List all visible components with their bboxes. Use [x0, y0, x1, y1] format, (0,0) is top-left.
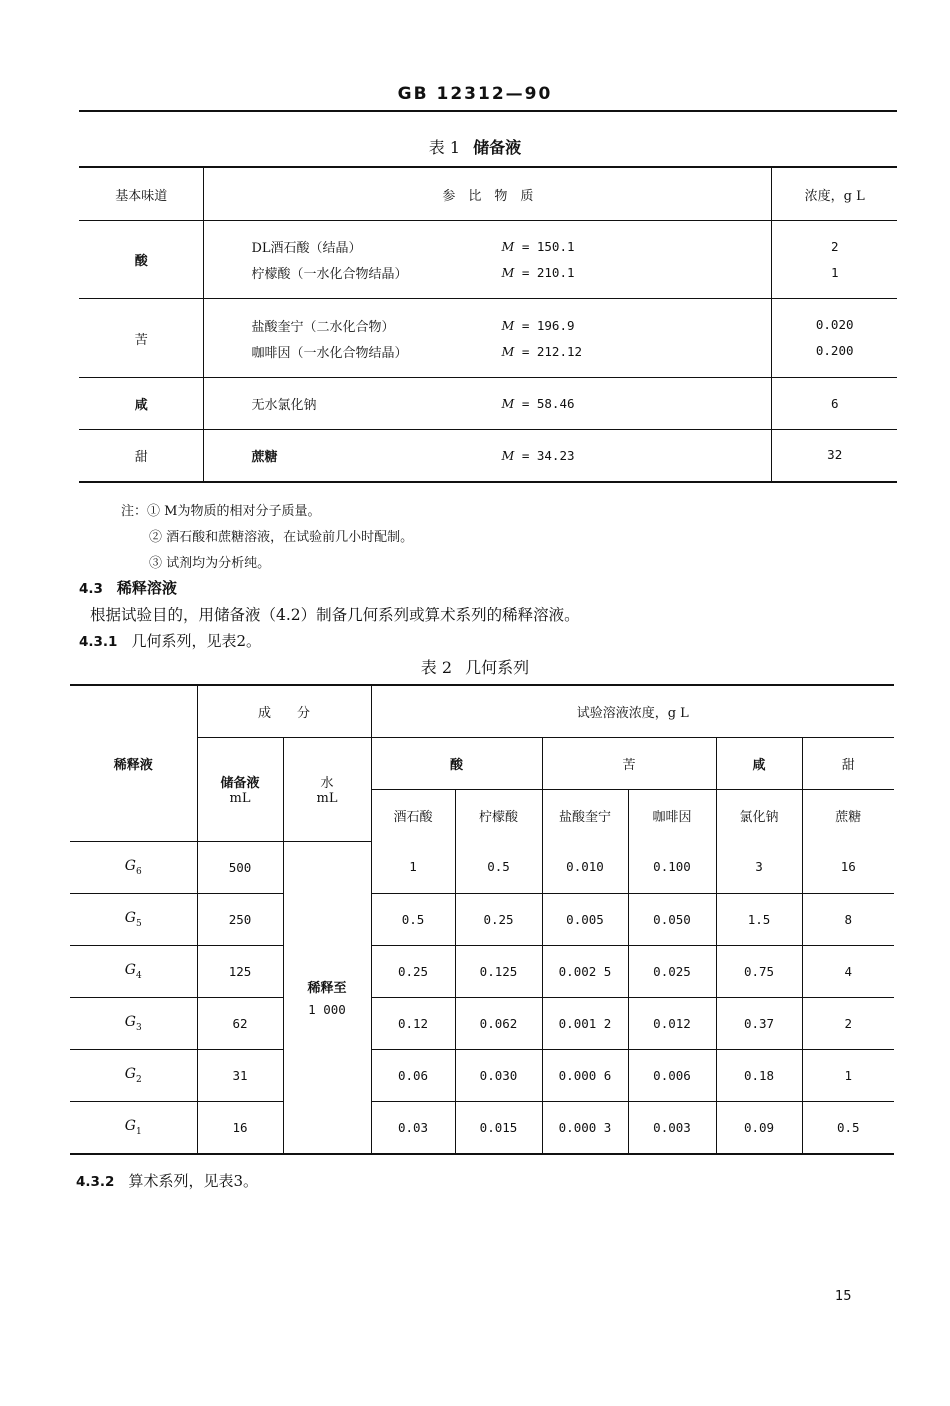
concentration-cell: 4 [802, 945, 894, 997]
dilution-label: $G_4$ [70, 945, 197, 997]
dilution-label: $G_5$ [70, 893, 197, 945]
concentration-value: 1 [830, 264, 839, 280]
concentration-value: 0.020 [815, 317, 854, 332]
table1-header-concentration: 浓度，g L [772, 167, 897, 221]
header-rule [79, 110, 897, 112]
substance-name: 蔗糖 [251, 449, 278, 465]
molar-mass: M = 210.1 [501, 265, 575, 280]
concentration-cell: 0.050 [628, 893, 716, 945]
section-number: 4.3.1 [79, 634, 118, 650]
table1-caption-title: 储备液 [473, 138, 522, 157]
molar-mass: M = 34.23 [501, 447, 575, 463]
stock-volume: 500 [197, 841, 283, 893]
sweet-concentrations [772, 430, 897, 482]
concentration-value: 6 [830, 395, 839, 411]
concentration-cell: 3 [716, 841, 802, 893]
header-sweet: 甜 [802, 738, 894, 790]
note-1: 注：① M为物质的相对分子质量。 [121, 504, 321, 519]
header-salty: 咸 [716, 738, 802, 790]
table1-row-bitter [79, 299, 897, 378]
dilution-label: $G_2$ [70, 1049, 197, 1101]
dilution-label: $G_3$ [70, 997, 197, 1049]
header-nacl: 氯化钠 [716, 790, 802, 842]
taste-bitter: 苦 [79, 299, 204, 378]
water-value: 1 000 [308, 1002, 346, 1017]
concentration-cell: 0.125 [455, 945, 542, 997]
table1-header-taste: 基本味道 [79, 167, 204, 221]
header-stock [197, 738, 283, 842]
section-title: 稀释溶液 [116, 579, 177, 597]
table-row [70, 841, 894, 893]
table1-header-row [79, 167, 897, 221]
concentration-cell: 0.12 [371, 997, 455, 1049]
concentration-cell: 0.001 2 [542, 997, 628, 1049]
stock-volume: 125 [197, 945, 283, 997]
concentration-cell: 0.000 6 [542, 1049, 628, 1101]
section-title: 几何系列，见表2。 [131, 632, 261, 650]
table-row [70, 945, 894, 997]
sour-concentrations [772, 221, 897, 299]
stock-volume: 16 [197, 1101, 283, 1154]
section-number: 4.3 [79, 581, 103, 597]
concentration-cell: 0.100 [628, 841, 716, 893]
salty-concentrations [772, 378, 897, 430]
concentration-cell: 8 [802, 893, 894, 945]
table2-caption-label: 表 2 [420, 658, 453, 677]
taste-salty: 咸 [79, 378, 204, 430]
section-4-3-1-heading [79, 630, 261, 651]
concentration-cell: 0.25 [455, 893, 542, 945]
concentration-cell: 0.015 [455, 1101, 542, 1154]
substance-name: DL酒石酸（结晶） [251, 241, 362, 256]
substance-item [204, 391, 771, 417]
header-water [283, 738, 371, 842]
table1-caption [0, 135, 950, 158]
substance-item [204, 234, 771, 260]
substance-name: 盐酸奎宁（二水化合物） [251, 319, 395, 335]
concentration-cell: 0.5 [802, 1101, 894, 1154]
concentration-cell: 2 [802, 997, 894, 1049]
concentration-cell: 0.37 [716, 997, 802, 1049]
table-row [70, 1049, 894, 1101]
substance-name: 无水氯化钠 [251, 398, 317, 413]
water-note: 稀释至 [307, 981, 347, 996]
table1-caption-label: 表 1 [428, 138, 461, 157]
section-number: 4.3.2 [76, 1174, 115, 1190]
table-row [70, 1101, 894, 1154]
substance-item [204, 442, 771, 468]
concentration-value: 2 [830, 238, 839, 254]
header-dilution: 稀释液 [70, 685, 197, 841]
concentration-cell: 1.5 [716, 893, 802, 945]
stock-solution-table [79, 166, 897, 483]
concentration-cell: 0.03 [371, 1101, 455, 1154]
header-components: 成 分 [197, 685, 371, 738]
concentration-cell: 0.000 3 [542, 1101, 628, 1154]
concentration-cell: 0.5 [455, 841, 542, 893]
concentration-cell: 0.18 [716, 1049, 802, 1101]
concentration-cell: 0.75 [716, 945, 802, 997]
molar-mass: M = 196.9 [501, 317, 575, 333]
table1-row-sour [79, 221, 897, 299]
molar-mass: M = 212.12 [501, 343, 583, 359]
section-4-3-heading [79, 577, 177, 598]
note-3: ③ 试剂均为分析纯。 [149, 556, 271, 571]
table-row [70, 893, 894, 945]
concentration-cell: 1 [802, 1049, 894, 1101]
header-quinine: 盐酸奎宁 [542, 790, 628, 842]
concentration-cell: 0.010 [542, 841, 628, 893]
header-water-unit: mL [316, 791, 338, 807]
stock-volume: 31 [197, 1049, 283, 1101]
sweet-substances [204, 430, 772, 482]
section-title: 算术系列，见表3。 [128, 1172, 258, 1190]
concentration-cell: 0.025 [628, 945, 716, 997]
concentration-cell: 0.005 [542, 893, 628, 945]
concentration-cell: 1 [371, 841, 455, 893]
substance-item [204, 260, 771, 286]
water-volume [283, 841, 371, 1154]
table2-body [70, 841, 894, 1154]
stock-volume: 62 [197, 997, 283, 1049]
concentration-value: 0.200 [815, 343, 854, 358]
section-4-3-2-heading [76, 1170, 258, 1191]
concentration-cell: 16 [802, 841, 894, 893]
substance-name: 咖啡因（一水化合物结晶） [251, 345, 408, 361]
dilution-label: $G_1$ [70, 1101, 197, 1154]
header-citric: 柠檬酸 [455, 790, 542, 842]
table1-row-sweet [79, 430, 897, 482]
bitter-concentrations [772, 299, 897, 378]
stock-volume: 250 [197, 893, 283, 945]
molar-mass: M = 150.1 [501, 239, 575, 254]
header-sour: 酸 [371, 738, 542, 790]
concentration-cell: 0.09 [716, 1101, 802, 1154]
header-sucrose: 蔗糖 [802, 790, 894, 842]
note-2: ② 酒石酸和蔗糖溶液，在试验前几小时配制。 [149, 530, 414, 545]
taste-sour: 酸 [79, 221, 204, 299]
sour-substances [204, 221, 772, 299]
header-stock-label: 储备液 [220, 776, 260, 792]
header-stock-unit: mL [229, 791, 251, 807]
concentration-cell: 0.003 [628, 1101, 716, 1154]
concentration-cell: 0.002 5 [542, 945, 628, 997]
header-caffeine: 咖啡因 [628, 790, 716, 842]
table2-header-row-1 [70, 685, 894, 738]
dilution-label: $G_6$ [70, 841, 197, 893]
concentration-cell: 0.06 [371, 1049, 455, 1101]
header-tartaric: 酒石酸 [371, 790, 455, 842]
substance-item [204, 338, 771, 364]
substance-item [204, 312, 771, 338]
table2-caption-title: 几何系列 [465, 658, 530, 677]
concentration-cell: 0.012 [628, 997, 716, 1049]
table1-header-substance: 参 比 物 质 [204, 167, 772, 221]
header-test-concentration: 试验溶液浓度，g L [371, 685, 894, 738]
header-water-label: 水 [320, 776, 334, 792]
taste-sweet: 甜 [79, 430, 204, 482]
concentration-cell: 0.006 [628, 1049, 716, 1101]
table-row [70, 997, 894, 1049]
concentration-value: 32 [827, 447, 843, 463]
table1-row-salty [79, 378, 897, 430]
header-bitter: 苦 [542, 738, 716, 790]
geometric-series-table [70, 684, 894, 1155]
bitter-substances [204, 299, 772, 378]
section-4-3-text: 根据试验目的，用储备液（4.2）制备几何系列或算术系列的稀释溶液。 [90, 606, 580, 624]
table2-caption [0, 655, 950, 678]
salty-substances [204, 378, 772, 430]
concentration-cell: 0.062 [455, 997, 542, 1049]
standard-code: GB 12312—90 [397, 84, 553, 104]
page-number: 15 [835, 1289, 852, 1304]
substance-name: 柠檬酸（一水化合物结晶） [251, 267, 408, 282]
concentration-cell: 0.030 [455, 1049, 542, 1101]
molar-mass: M = 58.46 [501, 396, 575, 411]
concentration-cell: 0.25 [371, 945, 455, 997]
concentration-cell: 0.5 [371, 893, 455, 945]
